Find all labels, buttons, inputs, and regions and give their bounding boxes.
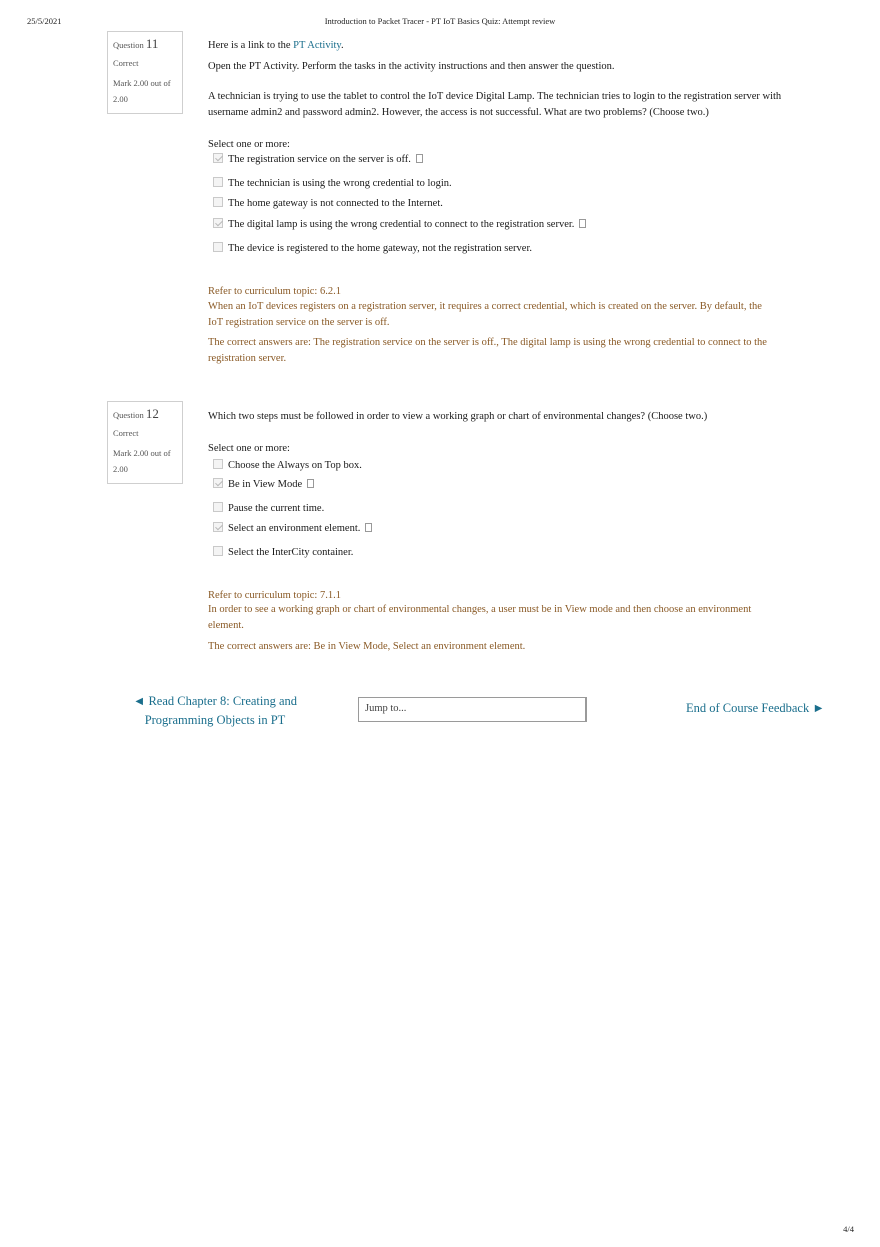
previous-activity-line-1: ◄ Read Chapter 8: Creating and [132,694,298,708]
question-state: Correct [113,428,139,438]
print-header [0,16,880,28]
previous-activity-line-2: Programming Objects in PT [144,713,286,727]
option-label: Select the InterCity container. [228,547,354,558]
pt-activity-link[interactable]: PT Activity [293,40,341,51]
q11-instruction: Open the PT Activity. Perform the tasks in the activity instructions and then answer the question. [208,61,615,72]
next-activity-link[interactable]: End of Course Feedback ► [686,701,825,715]
option-label: Pause the current time. [228,503,325,514]
checkbox[interactable] [213,177,223,187]
checkbox[interactable] [213,502,223,512]
q12-option-5[interactable] [213,546,353,560]
option-label: The technician is using the wrong credential to login. [228,178,452,189]
question-grade: Mark 2.00 out of 2.00 [113,448,171,474]
option-label: Be in View Mode [228,479,303,490]
option-label: The home gateway is not connected to the Internet. [228,198,443,209]
q12-prompt: Select one or more: [208,443,290,454]
question-number [113,407,177,422]
checkbox-checked[interactable] [213,522,223,532]
question-number-value: 12 [145,406,159,421]
checkbox-checked[interactable] [213,153,223,163]
print-date: 25/5/2021 [27,16,62,26]
question-grade: Mark 2.00 out of 2.00 [113,78,171,104]
checkbox-checked[interactable] [213,218,223,228]
q11-option-2[interactable] [213,177,452,191]
question-state: Correct [113,58,139,68]
q11-intro [208,38,788,54]
previous-activity-link[interactable] [125,692,305,730]
correct-mark-icon [579,219,586,228]
q12-right-answer: The correct answers are: Be in View Mode, Select an environment element. [208,641,526,652]
q11-option-1[interactable] [213,153,423,167]
q12-question-text: Which two steps must be followed in order to view a working graph or chart of environmental changes? (Choose two.) [208,411,708,422]
q12-option-4[interactable] [213,522,372,536]
question-12-info [107,401,183,484]
q12-option-1[interactable] [213,459,362,473]
jump-to-select[interactable]: Jump to... [358,697,587,722]
option-label: Choose the Always on Top box. [228,460,362,471]
q11-option-4[interactable] [213,218,586,232]
q11-feedback-topic: Refer to curriculum topic: 6.2.1 [208,286,341,297]
option-label: The registration service on the server is off. [228,154,411,165]
correct-mark-icon [307,479,314,488]
checkbox-checked[interactable] [213,478,223,488]
q12-feedback-explanation: In order to see a working graph or chart of environmental changes, a user must be in View mode and then choose an environment element. [208,604,752,631]
q12-option-2[interactable] [213,478,314,492]
print-title: Introduction to Packet Tracer - PT IoT Basics Quiz: Attempt review [324,16,556,26]
option-label: The digital lamp is using the wrong credential to connect to the registration server. [228,219,575,230]
question-number [113,37,177,52]
checkbox[interactable] [213,197,223,207]
correct-mark-icon [416,154,423,163]
question-label: Question [113,40,144,50]
question-label: Question [113,410,144,420]
checkbox[interactable] [213,459,223,469]
q11-intro-prefix: Here is a link to the [208,40,294,51]
checkbox[interactable] [213,242,223,252]
checkbox[interactable] [213,546,223,556]
q12-option-3[interactable] [213,502,324,516]
correct-mark-icon [365,523,372,532]
q11-question-text: A technician is trying to use the tablet to control the IoT device Digital Lamp. The technician tries to login to the registration server with username admin2 and password admin2. However, the access is not successful. What are two problems? (Choose two.) [208,91,782,118]
q11-prompt: Select one or more: [208,139,290,150]
question-11-info [107,31,183,114]
option-label: The device is registered to the home gateway, not the registration server. [228,243,533,254]
q12-feedback-topic: Refer to curriculum topic: 7.1.1 [208,590,341,601]
option-label: Select an environment element. [228,523,361,534]
question-number-value: 11 [145,36,159,51]
q11-option-3[interactable] [213,197,443,211]
q11-right-answer: The correct answers are: The registration service on the server is off., The digital lamp is using the wrong credential to connect to the registration server. [208,337,767,364]
q11-feedback-explanation: When an IoT devices registers on a registration server, it requires a correct credential, which is created on the server. By default, the IoT registration service on the server is off. [208,301,762,328]
page-number: 4/4 [843,1224,854,1234]
q11-option-5[interactable] [213,242,532,256]
q11-intro-suffix: . [341,40,344,51]
